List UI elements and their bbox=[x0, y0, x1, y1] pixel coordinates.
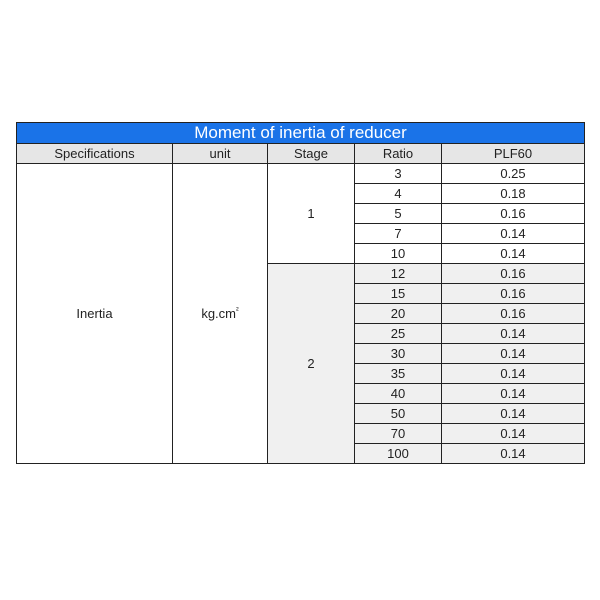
header-stage: Stage bbox=[268, 144, 355, 164]
value-cell: 0.14 bbox=[442, 404, 585, 424]
ratio-cell: 50 bbox=[355, 404, 442, 424]
ratio-cell: 30 bbox=[355, 344, 442, 364]
stage-cell: 1 bbox=[268, 164, 355, 264]
value-cell: 0.14 bbox=[442, 244, 585, 264]
value-cell: 0.16 bbox=[442, 264, 585, 284]
unit-cell bbox=[173, 164, 268, 464]
unit-exponent: ² bbox=[236, 305, 239, 315]
ratio-cell: 20 bbox=[355, 304, 442, 324]
header-ratio: Ratio bbox=[355, 144, 442, 164]
ratio-cell: 7 bbox=[355, 224, 442, 244]
value-cell: 0.18 bbox=[442, 184, 585, 204]
table-title: Moment of inertia of reducer bbox=[17, 123, 585, 144]
value-cell: 0.14 bbox=[442, 344, 585, 364]
value-cell: 0.14 bbox=[442, 224, 585, 244]
ratio-cell: 3 bbox=[355, 164, 442, 184]
table-row bbox=[17, 164, 585, 184]
value-cell: 0.25 bbox=[442, 164, 585, 184]
header-specifications: Specifications bbox=[17, 144, 173, 164]
header-plf60: PLF60 bbox=[442, 144, 585, 164]
value-cell: 0.16 bbox=[442, 204, 585, 224]
ratio-cell: 12 bbox=[355, 264, 442, 284]
header-row bbox=[17, 144, 585, 164]
specification-cell: Inertia bbox=[17, 164, 173, 464]
value-cell: 0.14 bbox=[442, 364, 585, 384]
ratio-cell: 70 bbox=[355, 424, 442, 444]
ratio-cell: 35 bbox=[355, 364, 442, 384]
ratio-cell: 5 bbox=[355, 204, 442, 224]
value-cell: 0.14 bbox=[442, 384, 585, 404]
title-row bbox=[17, 123, 585, 144]
stage-cell: 2 bbox=[268, 264, 355, 464]
ratio-cell: 100 bbox=[355, 444, 442, 464]
ratio-cell: 15 bbox=[355, 284, 442, 304]
value-cell: 0.14 bbox=[442, 424, 585, 444]
ratio-cell: 25 bbox=[355, 324, 442, 344]
value-cell: 0.14 bbox=[442, 324, 585, 344]
ratio-cell: 40 bbox=[355, 384, 442, 404]
inertia-table bbox=[16, 122, 585, 464]
ratio-cell: 10 bbox=[355, 244, 442, 264]
header-unit: unit bbox=[173, 144, 268, 164]
value-cell: 0.14 bbox=[442, 444, 585, 464]
value-cell: 0.16 bbox=[442, 284, 585, 304]
ratio-cell: 4 bbox=[355, 184, 442, 204]
unit-base: kg.cm bbox=[201, 306, 236, 321]
value-cell: 0.16 bbox=[442, 304, 585, 324]
